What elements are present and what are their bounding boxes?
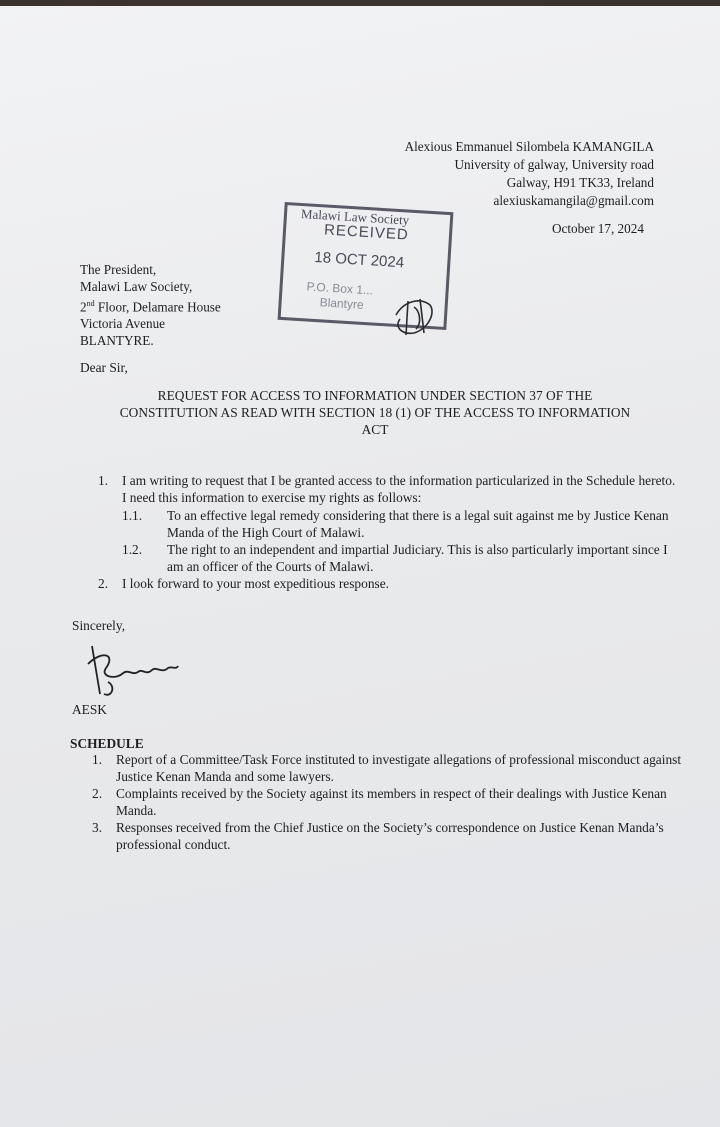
salutation: Dear Sir, <box>80 360 128 375</box>
schedule-item <box>92 785 692 819</box>
stamp-received: RECEIVED <box>323 221 410 244</box>
signature-icon <box>82 636 182 700</box>
list-item <box>98 472 678 506</box>
sub-item-number: 1.1. <box>122 508 143 523</box>
schedule-list <box>92 751 692 853</box>
schedule-item-text: Responses received from the Chief Justice on the Society’s correspondence on Justice Kenan Manda’s professional conduct. <box>116 820 664 852</box>
recipient-line: The President, <box>80 262 157 277</box>
recipient-line: Victoria Avenue <box>80 316 166 332</box>
initials: AESK <box>72 702 107 717</box>
floor-rest: Floor, Delamare House <box>94 299 221 315</box>
sender-address <box>405 138 654 210</box>
sub-list-item <box>122 541 678 575</box>
schedule-item <box>92 819 692 853</box>
schedule-item-text: Report of a Committee/Task Force instituted to investigate allegations of professional misconduct against Justice Kenan Manda and some lawyers. <box>116 752 682 784</box>
schedule-item-number: 1. <box>92 752 103 767</box>
stamp-city: Blantyre <box>319 295 365 312</box>
schedule-item-number: 3. <box>92 820 103 835</box>
sender-address-line: University of galway, University road <box>454 157 654 172</box>
letter-date: October 17, 2024 <box>552 221 644 236</box>
item-text: I am writing to request that I be granted access to the information particularized in the Schedule hereto. I need this information to exercise my rights as follows: <box>122 473 676 505</box>
letter-body <box>98 472 678 593</box>
photo-top-edge <box>0 0 720 6</box>
item-number: 1. <box>98 473 109 488</box>
schedule-item-number: 2. <box>92 786 103 801</box>
sender-address-line: Galway, H91 TK33, Ireland <box>506 175 654 190</box>
schedule-title: SCHEDULE <box>70 736 144 751</box>
sub-item-number: 1.2. <box>122 542 143 557</box>
recipient-line <box>80 295 221 315</box>
stamp-date: 18 OCT 2024 <box>313 248 405 272</box>
stamp-org: Malawi Law Society <box>300 205 410 228</box>
sender-name: Alexious Emmanuel Silombela KAMANGILA <box>404 139 654 154</box>
list-item <box>98 575 678 592</box>
subject-line: ACT <box>361 422 389 437</box>
closing: Sincerely, <box>72 618 126 633</box>
recipient-line: Malawi Law Society, <box>80 279 193 294</box>
item-number: 2. <box>98 576 109 591</box>
stamp-signature-icon <box>390 293 438 339</box>
sender-email: alexiuskamangila@gmail.com <box>493 193 654 208</box>
sub-item-text: To an effective legal remedy considering that there is a legal suit against me by Justice Kenan Manda of the High Court of Malawi. <box>167 508 669 540</box>
item-text: I look forward to your most expeditious response. <box>122 576 390 591</box>
floor-number: 2 <box>80 299 87 315</box>
sub-list-item <box>122 507 678 541</box>
schedule-item-text: Complaints received by the Society against its members in respect of their dealings with Justice Kenan Manda. <box>116 786 667 818</box>
recipient-line: BLANTYRE. <box>80 333 154 349</box>
subject-line: CONSTITUTION AS READ WITH SECTION 18 (1) OF THE ACCESS TO INFORMATION <box>119 405 631 420</box>
stamp-box: P.O. Box 1... <box>306 279 374 298</box>
subject-line: REQUEST FOR ACCESS TO INFORMATION UNDER SECTION 37 OF THE <box>157 388 593 403</box>
subject-heading <box>80 387 670 438</box>
sub-item-text: The right to an independent and impartial Judiciary. This is also particularly important since I am an officer of the Courts of Malawi. <box>167 542 668 574</box>
floor-suffix: nd <box>86 299 95 308</box>
schedule-item <box>92 751 692 785</box>
recipient-address <box>80 261 221 349</box>
